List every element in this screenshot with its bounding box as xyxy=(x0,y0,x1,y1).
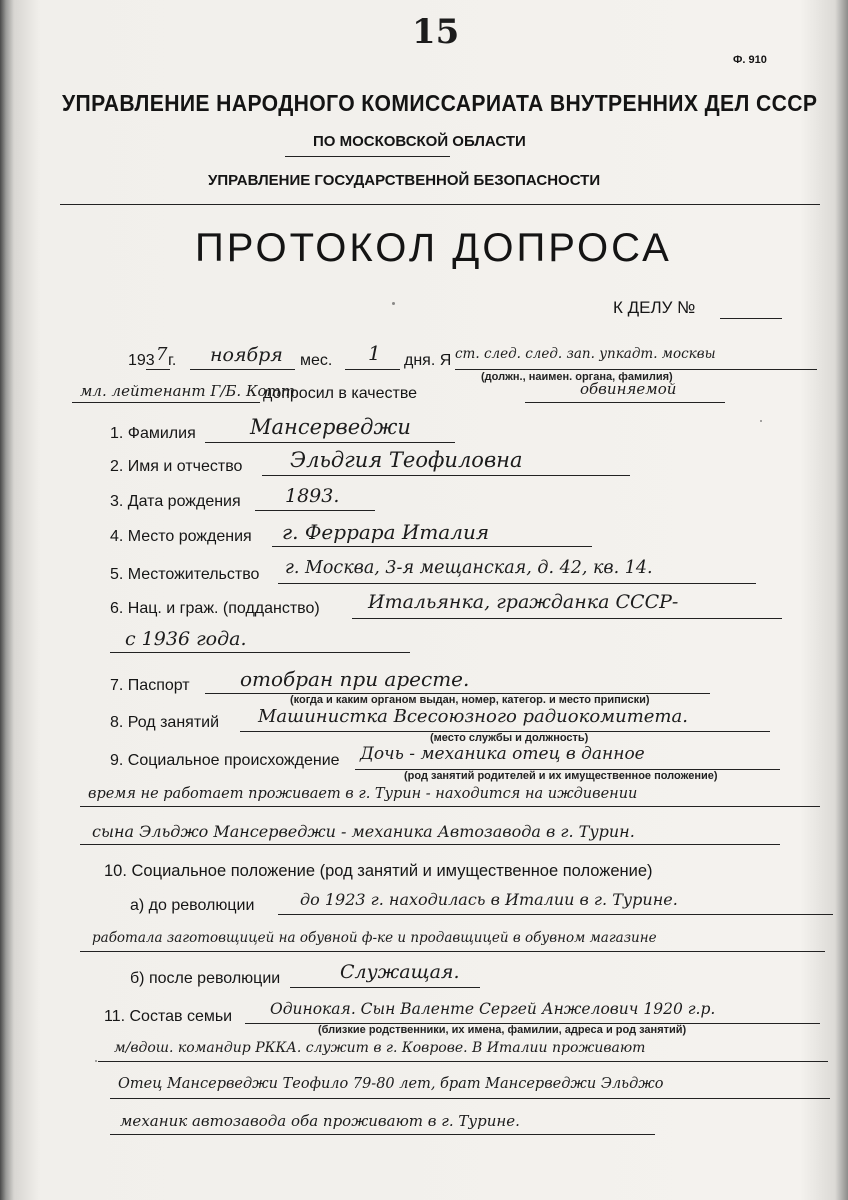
passport-value: отобран при аресте. xyxy=(240,667,470,691)
family-line-2 xyxy=(98,1061,828,1062)
before-revolution-value: до 1923 г. находилась в Италии в г. Турине. xyxy=(300,890,678,909)
origin-value-2: время не работает проживает в г. Турин - находится на иждивении xyxy=(88,786,638,802)
officer-caption: (должн., наимен. органа, фамилия) xyxy=(481,371,673,383)
occupation-value: Машинистка Всесоюзного радиокомитета. xyxy=(258,706,688,727)
origin-label: 9. Социальное происхождение xyxy=(110,752,340,769)
rank-handwritten: мл. лейтенант Г/Б. Котт xyxy=(80,382,296,400)
before-revolution-line-2 xyxy=(80,951,825,952)
officer-line xyxy=(455,369,817,370)
scan-speck xyxy=(95,1060,97,1062)
year-handwritten: 7 xyxy=(156,344,168,365)
year-line xyxy=(146,369,170,370)
name-line xyxy=(262,475,630,476)
form-code: Ф. 910 xyxy=(733,54,767,66)
birth-place-line xyxy=(272,546,592,547)
nationality-value-2: с 1936 года. xyxy=(125,628,247,650)
scan-speck xyxy=(760,420,762,422)
origin-caption: (род занятий родителей и их имущественное положение) xyxy=(404,770,718,782)
birth-place-value: г. Феррара Италия xyxy=(282,520,490,544)
origin-line-3 xyxy=(80,844,780,845)
birth-date-value: 1893. xyxy=(285,485,340,507)
header-rule xyxy=(60,204,820,205)
day-label: дня. Я xyxy=(404,352,452,369)
origin-line-2 xyxy=(80,806,820,807)
family-value: Одинокая. Сын Валенте Сергей Анжелович 1920 г.р. xyxy=(270,1000,716,1018)
social-status-label: 10. Социальное положение (род занятий и имущественное положение) xyxy=(104,862,653,880)
before-revolution-label: а) до революции xyxy=(130,897,255,914)
passport-label: 7. Паспорт xyxy=(110,677,190,694)
surname-value: Мансерведжи xyxy=(250,415,411,439)
status-line xyxy=(525,402,725,403)
name-value: Эльдгия Теофиловна xyxy=(290,448,523,472)
after-revolution-label: б) после революции xyxy=(130,970,281,987)
day-handwritten: 1 xyxy=(368,341,381,365)
day-line xyxy=(345,369,400,370)
family-label: 11. Состав семьи xyxy=(104,1008,233,1025)
family-value-4: механик автозавода оба проживают в г. Турине. xyxy=(120,1112,520,1130)
year-suffix: г. xyxy=(168,352,177,369)
year-prefix: 193 xyxy=(128,352,155,369)
header-agency: УПРАВЛЕНИЕ НАРОДНОГО КОМИССАРИАТА ВНУТРЕННИХ ДЕЛ СССР xyxy=(62,90,818,116)
birth-place-label: 4. Место рождения xyxy=(110,528,252,545)
origin-value: Дочь - механика отец в данное xyxy=(360,744,645,764)
family-line-3 xyxy=(110,1098,830,1099)
officer-handwritten: ст. след. след. зап. упкадт. москвы xyxy=(455,346,716,362)
status-handwritten: обвиняемой xyxy=(580,380,677,398)
case-number-line xyxy=(720,318,782,319)
before-revolution-line xyxy=(278,914,833,915)
page-number: 15 xyxy=(412,12,460,52)
after-revolution-line xyxy=(290,987,480,988)
family-line-4 xyxy=(110,1134,655,1135)
month-line xyxy=(190,369,295,370)
rank-line xyxy=(72,402,260,403)
after-revolution-value: Служащая. xyxy=(340,961,460,983)
occupation-label: 8. Род занятий xyxy=(110,714,220,731)
header-department: УПРАВЛЕНИЕ ГОСУДАРСТВЕННОЙ БЕЗОПАСНОСТИ xyxy=(208,172,601,189)
questioned-label: допросил в качестве xyxy=(263,385,418,402)
month-label: мес. xyxy=(300,352,333,369)
nationality-value: Итальянка, гражданка СССР- xyxy=(368,591,679,613)
residence-value: г. Москва, 3-я мещанская, д. 42, кв. 14. xyxy=(285,558,653,578)
nationality-line-2 xyxy=(110,652,410,653)
family-value-2: м/вдош. командир РККА. служит в г. Коврове. В Италии проживают xyxy=(114,1040,646,1056)
family-caption: (близкие родственники, их имена, фамилии, адреса и род занятий) xyxy=(318,1024,687,1036)
birth-date-line xyxy=(255,510,375,511)
passport-caption: (когда и каким органом выдан, номер, категор. и место приписки) xyxy=(290,694,650,706)
family-value-3: Отец Мансерведжи Теофило 79-80 лет, брат Мансерведжи Эльджо xyxy=(118,1076,664,1092)
occupation-caption: (место службы и должность) xyxy=(430,732,589,744)
case-label: К ДЕЛУ № xyxy=(613,298,696,317)
header-divider xyxy=(285,156,450,157)
nationality-line xyxy=(352,618,782,619)
origin-value-3: сына Эльджо Мансерведжи - механика Автозавода в г. Турин. xyxy=(92,822,635,841)
birth-date-label: 3. Дата рождения xyxy=(110,493,241,510)
residence-label: 5. Местожительство xyxy=(110,566,260,583)
name-label: 2. Имя и отчество xyxy=(110,458,243,475)
page-title: ПРОТОКОЛ ДОПРОСА xyxy=(195,226,672,270)
residence-line xyxy=(278,583,756,584)
surname-label: 1. Фамилия xyxy=(110,425,196,442)
before-revolution-value-2: работала заготовщицей на обувной ф-ке и продавщицей в обувном магазине xyxy=(92,930,657,946)
month-handwritten: ноября xyxy=(210,344,283,366)
surname-line xyxy=(205,442,455,443)
scan-speck xyxy=(392,302,395,305)
nationality-label: 6. Нац. и граж. (подданство) xyxy=(110,600,320,617)
header-region: ПО МОСКОВСКОЙ ОБЛАСТИ xyxy=(313,133,526,150)
